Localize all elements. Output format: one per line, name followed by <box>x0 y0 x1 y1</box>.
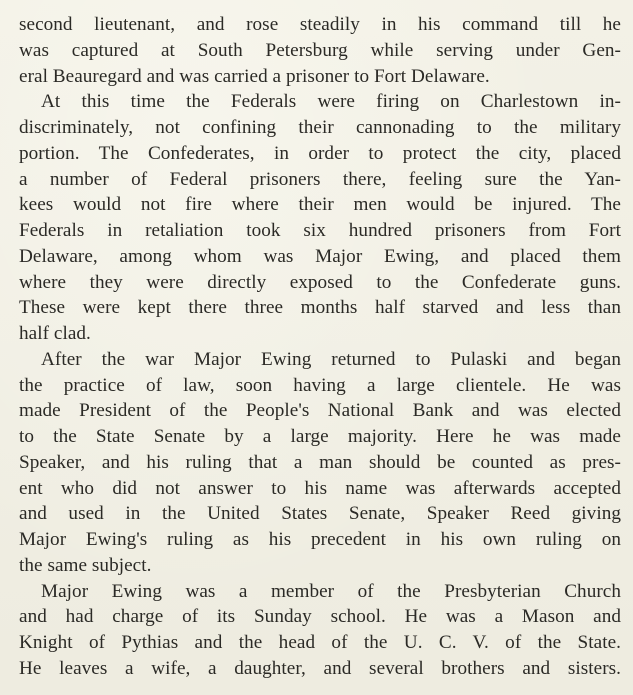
text-line: Speaker, and his ruling that a man should be counted as pres- <box>19 451 621 473</box>
text-line: discriminately, not confining their cannonading to the military <box>19 117 621 138</box>
text-line: kees would not fire where their men would be injured. The <box>19 194 621 216</box>
text-line: where they were directly exposed to the Confederate guns. <box>19 271 621 293</box>
text-line: Delaware, among whom was Major Ewing, and placed them <box>19 245 621 267</box>
text-line: ent who did not answer to his name was afterwards accepted <box>19 477 621 499</box>
paragraph <box>19 89 621 347</box>
text-line: was captured at South Petersburg while serving under Gen- <box>19 39 621 61</box>
text-line: a number of Federal prisoners there, feeling sure the Yan- <box>19 168 621 190</box>
text-line: Major Ewing was a member of the Presbyterian Church <box>41 580 621 602</box>
text-line: He leaves a wife, a daughter, and several brothers and sisters. <box>19 657 621 679</box>
text-line: the same subject. <box>19 554 152 576</box>
text-line: These were kept there three months half starved and less than <box>19 297 621 319</box>
text-line: and had charge of its Sunday school. He was a Mason and <box>19 606 621 628</box>
body-text <box>19 12 621 682</box>
text-line: to the State Senate by a large majority. Here he was made <box>19 426 621 447</box>
paragraph <box>19 579 621 682</box>
text-line: second lieutenant, and rose steadily in his command till he <box>19 14 621 35</box>
text-line: half clad. <box>19 323 91 344</box>
text-line: Federals in retaliation took six hundred prisoners from Fort <box>19 220 621 241</box>
paragraph <box>19 12 621 89</box>
text-line: At this time the Federals were firing on Charlestown in- <box>41 91 621 113</box>
text-line: Major Ewing's ruling as his precedent in his own ruling on <box>19 529 621 550</box>
text-line: and used in the United States Senate, Speaker Reed giving <box>19 503 621 525</box>
text-line: the practice of law, soon having a large clientele. He was <box>19 374 621 396</box>
paragraph <box>19 347 621 579</box>
text-line: eral Beauregard and was carried a prisoner to Fort Delaware. <box>19 65 490 87</box>
text-line: made President of the People's National Bank and was elected <box>19 400 621 422</box>
text-line: Knight of Pythias and the head of the U. C. V. of the State. <box>19 632 621 653</box>
text-line: portion. The Confederates, in order to protect the city, placed <box>19 142 621 164</box>
text-line: After the war Major Ewing returned to Pulaski and began <box>41 348 621 370</box>
